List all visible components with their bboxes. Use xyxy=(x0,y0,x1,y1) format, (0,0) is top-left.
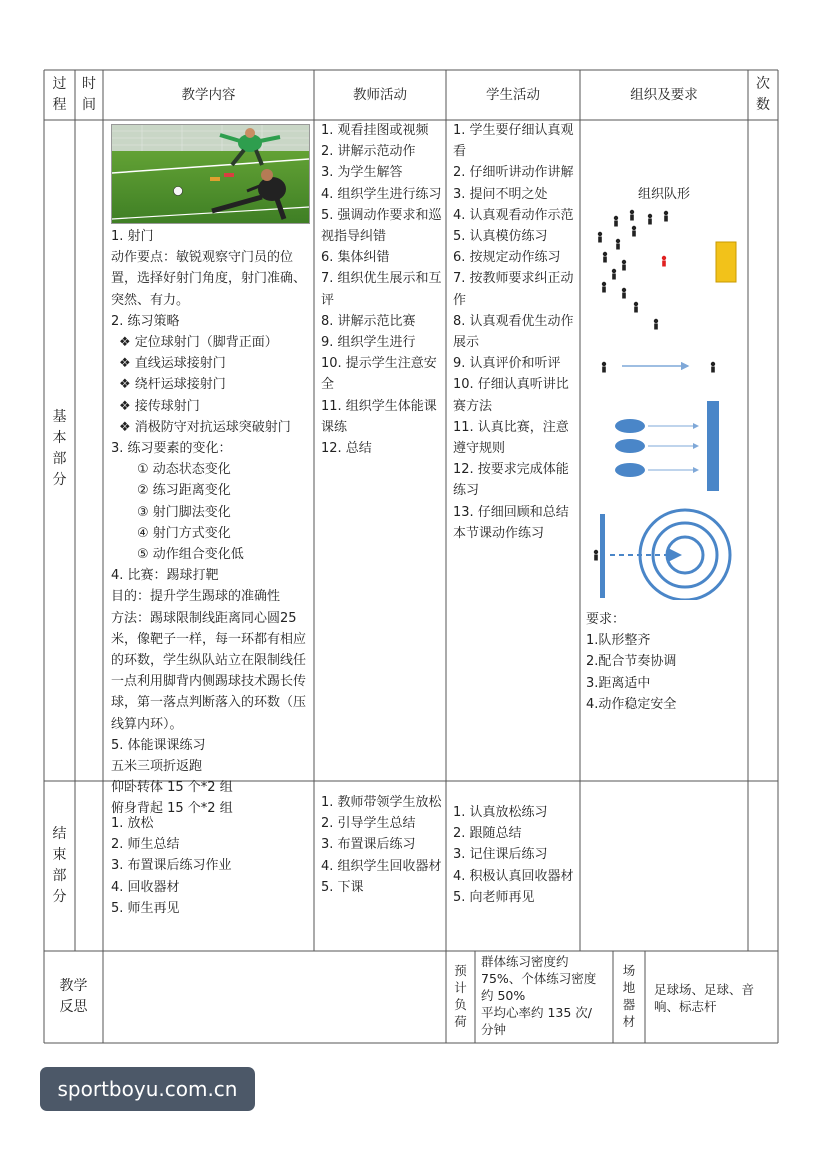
label-char: 分 xyxy=(52,889,67,905)
label-char: 分 xyxy=(52,472,67,488)
teacher-line: 7. 组织优生展示和互评 xyxy=(321,271,442,308)
content-line: ❖ 接传球射门 xyxy=(119,398,200,414)
target-rings xyxy=(594,510,730,600)
label-char: 反思 xyxy=(59,999,88,1015)
load-label xyxy=(446,962,475,1030)
requirement-item: 1.队形整齐 xyxy=(586,633,651,649)
load-line: 分钟 xyxy=(481,1022,507,1037)
label-char: 束 xyxy=(52,847,67,863)
requirement-item: 3.距离适中 xyxy=(586,675,651,691)
content-line: 仰卧转体 15 个*2 组 xyxy=(111,780,233,796)
content-line: 2. 练习策略 xyxy=(111,313,180,329)
content-line: ③ 射门脚法变化 xyxy=(137,504,231,520)
shooting-photo xyxy=(111,124,310,224)
content-line: ① 动态状态变化 xyxy=(137,462,231,478)
content-line: ❖ 绕杆运球接射门 xyxy=(119,377,226,393)
label-char: 教学 xyxy=(59,978,88,994)
header-organization: 组织及要求 xyxy=(630,87,698,103)
site-watermark: sportboyu.com.cn xyxy=(40,1067,255,1111)
content-line: 方法：踢球限制线距离同心圆25米，像靶子一样，每一环都有相应的环数，学生纵队站立在限制线任一点利用脚背内侧踢球技术踢长传球，第一落点判断落入的环数（压线算内环）。 xyxy=(111,610,307,732)
teacher-line: 5. 下课 xyxy=(321,879,364,895)
section-end-label xyxy=(44,824,75,908)
content-line: ❖ 直线运球接射门 xyxy=(119,356,226,372)
goal-marker xyxy=(716,242,736,282)
requirements-block xyxy=(586,609,746,715)
teacher-line: 4. 组织学生进行练习 xyxy=(321,186,442,202)
teacher-line: 10. 提示学生注意安全 xyxy=(321,356,437,393)
header-count-char: 次 xyxy=(756,76,770,92)
student-line: 4. 积极认真回收器材 xyxy=(453,868,574,884)
load-line: 约 50% xyxy=(481,988,526,1003)
basic-teacher-activities xyxy=(321,120,442,459)
venue-label xyxy=(613,962,645,1030)
reflection-label xyxy=(44,976,103,1018)
teacher-line: 3. 布置课后练习 xyxy=(321,837,416,853)
content-line: ❖ 定位球射门（脚背正面） xyxy=(119,335,278,351)
load-line: 群体练习密度约 xyxy=(481,954,569,969)
content-line: 5. 师生再见 xyxy=(111,900,180,916)
requirements-title: 要求： xyxy=(586,612,626,627)
header-process-char: 程 xyxy=(52,97,67,113)
student-line: 9. 认真评价和听评 xyxy=(453,356,561,372)
header-content: 教学内容 xyxy=(181,87,236,103)
content-line: ② 练习距离变化 xyxy=(137,483,231,499)
teacher-line: 4. 组织学生回收器材 xyxy=(321,858,442,874)
label-char: 本 xyxy=(52,430,67,446)
teacher-line: 2. 引导学生总结 xyxy=(321,816,416,832)
end-student-activities xyxy=(453,802,576,908)
header-process-char: 过 xyxy=(52,76,67,92)
header-student: 学生活动 xyxy=(486,87,540,103)
teacher-line: 5. 强调动作要求和巡视指导纠错 xyxy=(321,207,442,245)
teacher-line: 1. 教师带领学生放松 xyxy=(321,795,442,810)
student-line: 5. 认真模仿练习 xyxy=(453,229,548,245)
venue-text xyxy=(654,981,776,1015)
student-line: 10. 仔细认真听讲比赛方法 xyxy=(453,377,569,414)
student-line: 5. 向老师再见 xyxy=(453,889,535,905)
teacher-line: 3. 为学生解答 xyxy=(321,165,403,181)
student-line: 3. 提问不明之处 xyxy=(453,186,548,202)
header-teacher: 教师活动 xyxy=(353,87,407,103)
label-char: 器 xyxy=(622,997,636,1012)
content-line: ❖ 消极防守对抗运球突破射门 xyxy=(119,419,291,435)
load-line: 75%、个体练习密度 xyxy=(481,971,597,986)
teacher-line: 11. 组织学生体能课课练 xyxy=(321,398,437,435)
dribble-drill xyxy=(615,401,719,491)
content-line: 动作要点：敏锐观察守门员的位置，选择好射门角度，射门准确、突然、有力。 xyxy=(111,250,307,308)
formation-diagram xyxy=(580,200,748,600)
label-char: 部 xyxy=(52,868,67,884)
student-line: 11. 认真比赛，注意遵守规则 xyxy=(453,419,569,457)
header-count xyxy=(748,74,778,116)
end-teacher-activities xyxy=(321,792,442,898)
label-char: 预 xyxy=(454,963,467,978)
end-content xyxy=(111,813,311,919)
header-time-char: 间 xyxy=(82,97,96,113)
teacher-line: 8. 讲解示范比赛 xyxy=(321,313,416,329)
org-formation-title: 组织队形 xyxy=(637,187,690,202)
content-line: 4. 比赛：踢球打靶 xyxy=(111,568,219,584)
student-line: 1. 学生要仔细认真观看 xyxy=(453,123,574,160)
content-line: 4. 回收器材 xyxy=(111,879,180,895)
content-line: ④ 射门方式变化 xyxy=(137,525,231,541)
label-char: 地 xyxy=(622,980,636,995)
label-char: 结 xyxy=(52,826,67,842)
basic-student-activities xyxy=(453,120,576,544)
content-line: 俯身背起 15 个*2 组 xyxy=(111,801,233,817)
player-group xyxy=(598,210,668,330)
label-char: 场 xyxy=(622,963,636,978)
load-line: 平均心率约 135 次/ xyxy=(481,1005,593,1020)
requirement-item: 4.动作稳定安全 xyxy=(586,696,677,712)
student-line: 6. 按规定动作练习 xyxy=(453,250,561,266)
soccer-shot-image xyxy=(112,125,309,223)
content-line: 3. 布置课后练习作业 xyxy=(111,858,232,874)
load-text xyxy=(481,953,611,1038)
teacher-line: 9. 组织学生进行 xyxy=(321,335,416,351)
ball-icon xyxy=(174,187,183,196)
label-char: 荷 xyxy=(454,1014,467,1029)
student-line: 2. 跟随总结 xyxy=(453,826,522,842)
venue-line: 足球场、足球、音 xyxy=(654,982,755,997)
label-char: 负 xyxy=(454,997,467,1012)
label-char: 材 xyxy=(622,1014,636,1029)
venue-line: 响、标志杆 xyxy=(654,999,717,1014)
teacher-line: 12. 总结 xyxy=(321,441,372,457)
student-line: 3. 记住课后练习 xyxy=(453,847,548,863)
content-line: 3. 练习要素的变化： xyxy=(111,441,232,457)
teacher-line: 2. 讲解示范动作 xyxy=(321,144,416,160)
label-char: 基 xyxy=(52,409,67,425)
content-line: 目的：提升学生踢球的准确性 xyxy=(111,589,281,605)
student-line: 4. 认真观看动作示范 xyxy=(453,207,574,223)
basic-content xyxy=(111,226,311,820)
teacher-line: 1. 观看挂图或视频 xyxy=(321,123,429,138)
student-line: 1. 认真放松练习 xyxy=(453,805,548,820)
header-process xyxy=(44,74,75,116)
student-line: 8. 认真观看优生动作展示 xyxy=(453,313,574,351)
student-line: 2. 仔细听讲动作讲解 xyxy=(453,165,574,181)
student-line: 13. 仔细回顾和总结本节课动作练习 xyxy=(453,504,569,541)
student-line: 12. 按要求完成体能练习 xyxy=(453,462,569,499)
teacher-line: 6. 集体纠错 xyxy=(321,250,390,266)
header-time-char: 时 xyxy=(82,76,96,92)
label-char: 部 xyxy=(52,451,67,467)
header-time xyxy=(75,74,103,116)
content-line: 5. 体能课课练习 xyxy=(111,737,206,753)
label-char: 计 xyxy=(454,980,467,995)
content-line: 五米三项折返跑 xyxy=(111,759,203,775)
content-line: ⑤ 动作组合变化低 xyxy=(137,547,244,563)
header-count-char: 数 xyxy=(756,97,770,113)
content-line: 1. 射门 xyxy=(111,229,154,244)
requirement-item: 2.配合节奏协调 xyxy=(586,654,677,670)
section-basic-label xyxy=(44,407,75,491)
student-line: 7. 按教师要求纠正动作 xyxy=(453,271,574,308)
content-line: 1. 放松 xyxy=(111,816,154,831)
content-line: 2. 师生总结 xyxy=(111,837,180,853)
